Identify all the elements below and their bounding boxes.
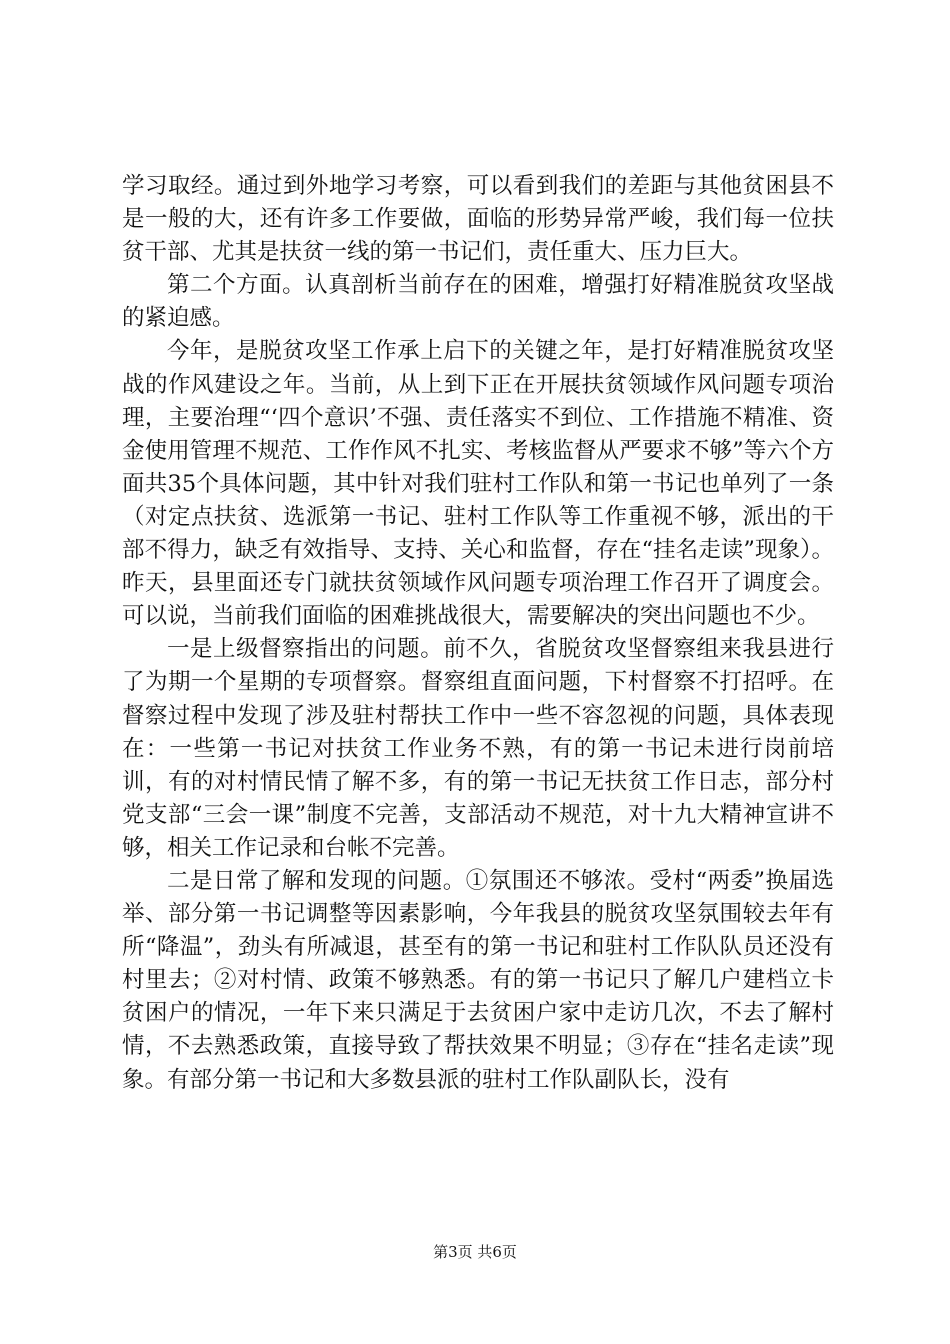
paragraph-4: 一是上级督察指出的问题。前不久，省脱贫攻坚督察组来我县进行了为期一个星期的专项督察。督察组直面问题，下村督察不打招呼。在督察过程中发现了涉及驻村帮扶工作中一些不容忽视的问题，具体表现在：一些第一书记对扶贫工作业务不熟，有的第一书记未进行岗前培训，有的对村情民情了解不多，有的第一书记无扶贫工作日志，部分村党支部“三会一课”制度不完善，支部活动不规范，对十九大精神宣讲不够，相关工作记录和台帐不完善。	[122, 636, 834, 861]
paragraph-1: 学习取经。通过到外地学习考察，可以看到我们的差距与其他贫困县不是一般的大，还有许多工作要做，面临的形势异常严峻，我们每一位扶贫干部、尤其是扶贫一线的第一书记们，责任重大、压力巨大。	[122, 173, 834, 266]
page-number-footer: 第3页 共6页	[433, 1243, 517, 1261]
paragraph-3: 今年，是脱贫攻坚工作承上启下的关键之年，是打好精准脱贫攻坚战的作风建设之年。当前，从上到下正在开展扶贫领域作风问题专项治理，主要治理“‘四个意识’不强、责任落实不到位、工作措施不精准、资金使用管理不规范、工作作风不扎实、考核监督从严要求不够”等六个方面共35个具体问题，其中针对我们驻村工作队和第一书记也单列了一条（对定点扶贫、选派第一书记、驻村工作队等工作重视不够，派出的干部不得力，缺乏有效指导、支持、关心和监督，存在“挂名走读”现象）。昨天，县里面还专门就扶贫领域作风问题专项治理工作召开了调度会。可以说，当前我们面临的困难挑战很大，需要解决的突出问题也不少。	[122, 338, 834, 630]
paragraph-5: 二是日常了解和发现的问题。①氛围还不够浓。受村“两委”换届选举、部分第一书记调整等因素影响，今年我县的脱贫攻坚氛围较去年有所“降温”，劲头有所减退，甚至有的第一书记和驻村工作队队员还没有村里去；②对村情、政策不够熟悉。有的第一书记只了解几户建档立卡贫困户的情况，一年下来只满足于去贫困户家中走访几次，不去了解村情，不去熟悉政策，直接导致了帮扶效果不明显；③存在“挂名走读”现象。有部分第一书记和大多数县派的驻村工作队副队长，没有	[122, 867, 834, 1093]
document-body	[122, 170, 834, 1097]
paragraph-2: 第二个方面。认真剖析当前存在的困难，增强打好精准脱贫攻坚战的紧迫感。	[122, 272, 834, 332]
